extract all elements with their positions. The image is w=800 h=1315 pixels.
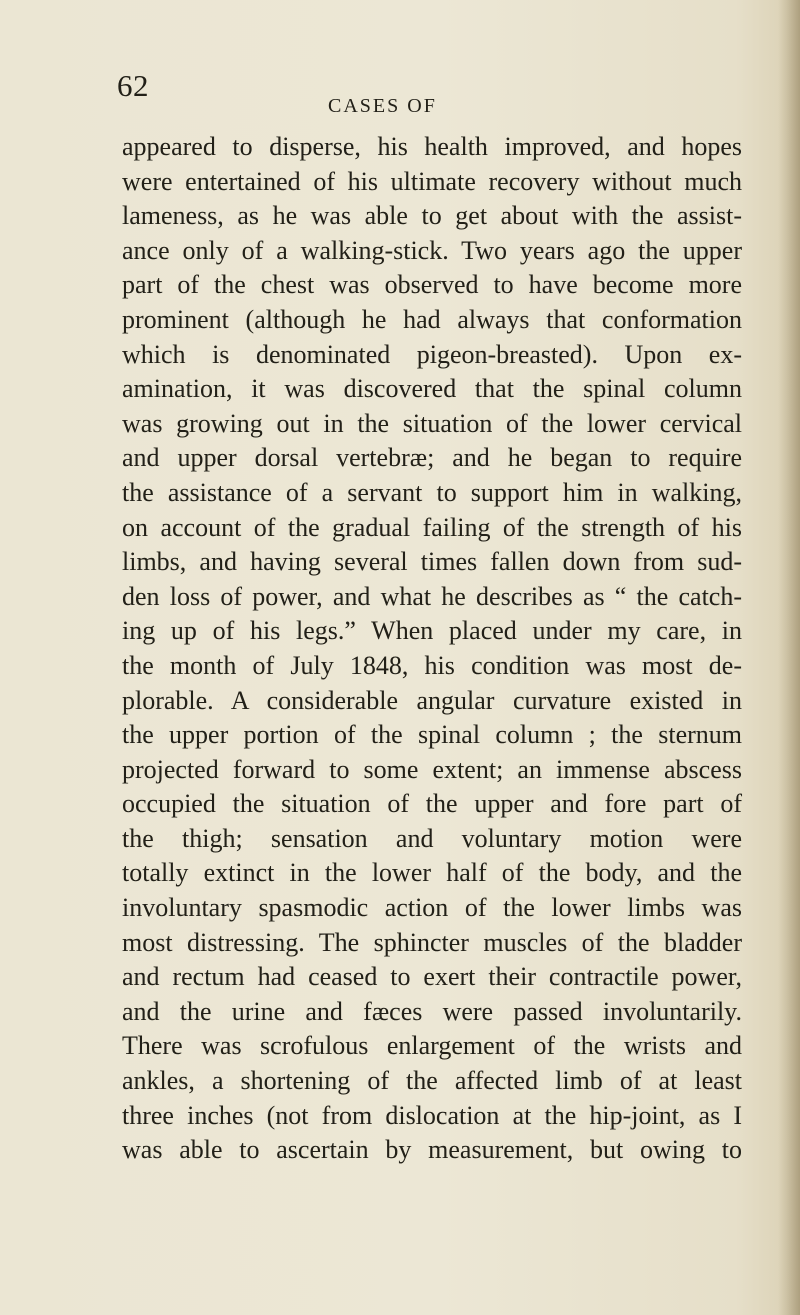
text-line: the month of July 1848, his condition was most de- (122, 650, 742, 680)
running-head: CASES OF (328, 95, 437, 117)
text-line: plorable. A considerable angular curvature existed in (122, 685, 742, 715)
text-line: the thigh; sensation and voluntary motion were (122, 823, 742, 853)
text-line: the upper portion of the spinal column ; the sternum (122, 720, 742, 750)
text-line: ankles, a shortening of the affected limb of at least (122, 1066, 742, 1096)
text-line: totally extinct in the lower half of the body, and the (122, 858, 742, 888)
text-line: was able to ascertain by measurement, but owing to (122, 1135, 742, 1165)
text-line: There was scrofulous enlargement of the wrists and (122, 1031, 742, 1061)
text-line: den loss of power, and what he describes as “ the catch- (122, 581, 742, 611)
text-line: and the urine and fæces were passed involuntarily. (122, 996, 742, 1026)
text-line: limbs, and having several times fallen down from sud- (122, 547, 742, 577)
text-line: ance only of a walking-stick. Two years ago the upper (122, 235, 742, 265)
page-number: 62 (117, 68, 149, 103)
text-line: and upper dorsal vertebræ; and he began to require (122, 443, 742, 473)
text-line: and rectum had ceased to exert their contractile power, (122, 962, 742, 992)
text-line: on account of the gradual failing of the strength of his (122, 512, 742, 542)
text-line: appeared to disperse, his health improved, and hopes (122, 132, 742, 161)
text-line: occupied the situation of the upper and fore part of (122, 789, 742, 819)
body-text (122, 130, 742, 1168)
text-line: involuntary spasmodic action of the lower limbs was (122, 893, 742, 923)
text-line: three inches (not from dislocation at the hip-joint, as I (122, 1100, 742, 1130)
text-line: prominent (although he had always that conformation (122, 304, 742, 334)
text-line: the assistance of a servant to support him in walking, (122, 477, 742, 507)
page-edge-shadow (778, 0, 800, 1315)
text-line: were entertained of his ultimate recovery without much (122, 166, 742, 196)
text-line: part of the chest was observed to have become more (122, 270, 742, 300)
text-line: ing up of his legs.” When placed under my care, in (122, 616, 742, 646)
text-line: projected forward to some extent; an immense abscess (122, 754, 742, 784)
text-line: was growing out in the situation of the lower cervical (122, 408, 742, 438)
text-line: amination, it was discovered that the spinal column (122, 374, 742, 404)
text-line: which is denominated pigeon-breasted). Upon ex- (122, 339, 742, 369)
text-line: lameness, as he was able to get about with the assist- (122, 201, 742, 231)
text-line: most distressing. The sphincter muscles of the bladder (122, 927, 742, 957)
